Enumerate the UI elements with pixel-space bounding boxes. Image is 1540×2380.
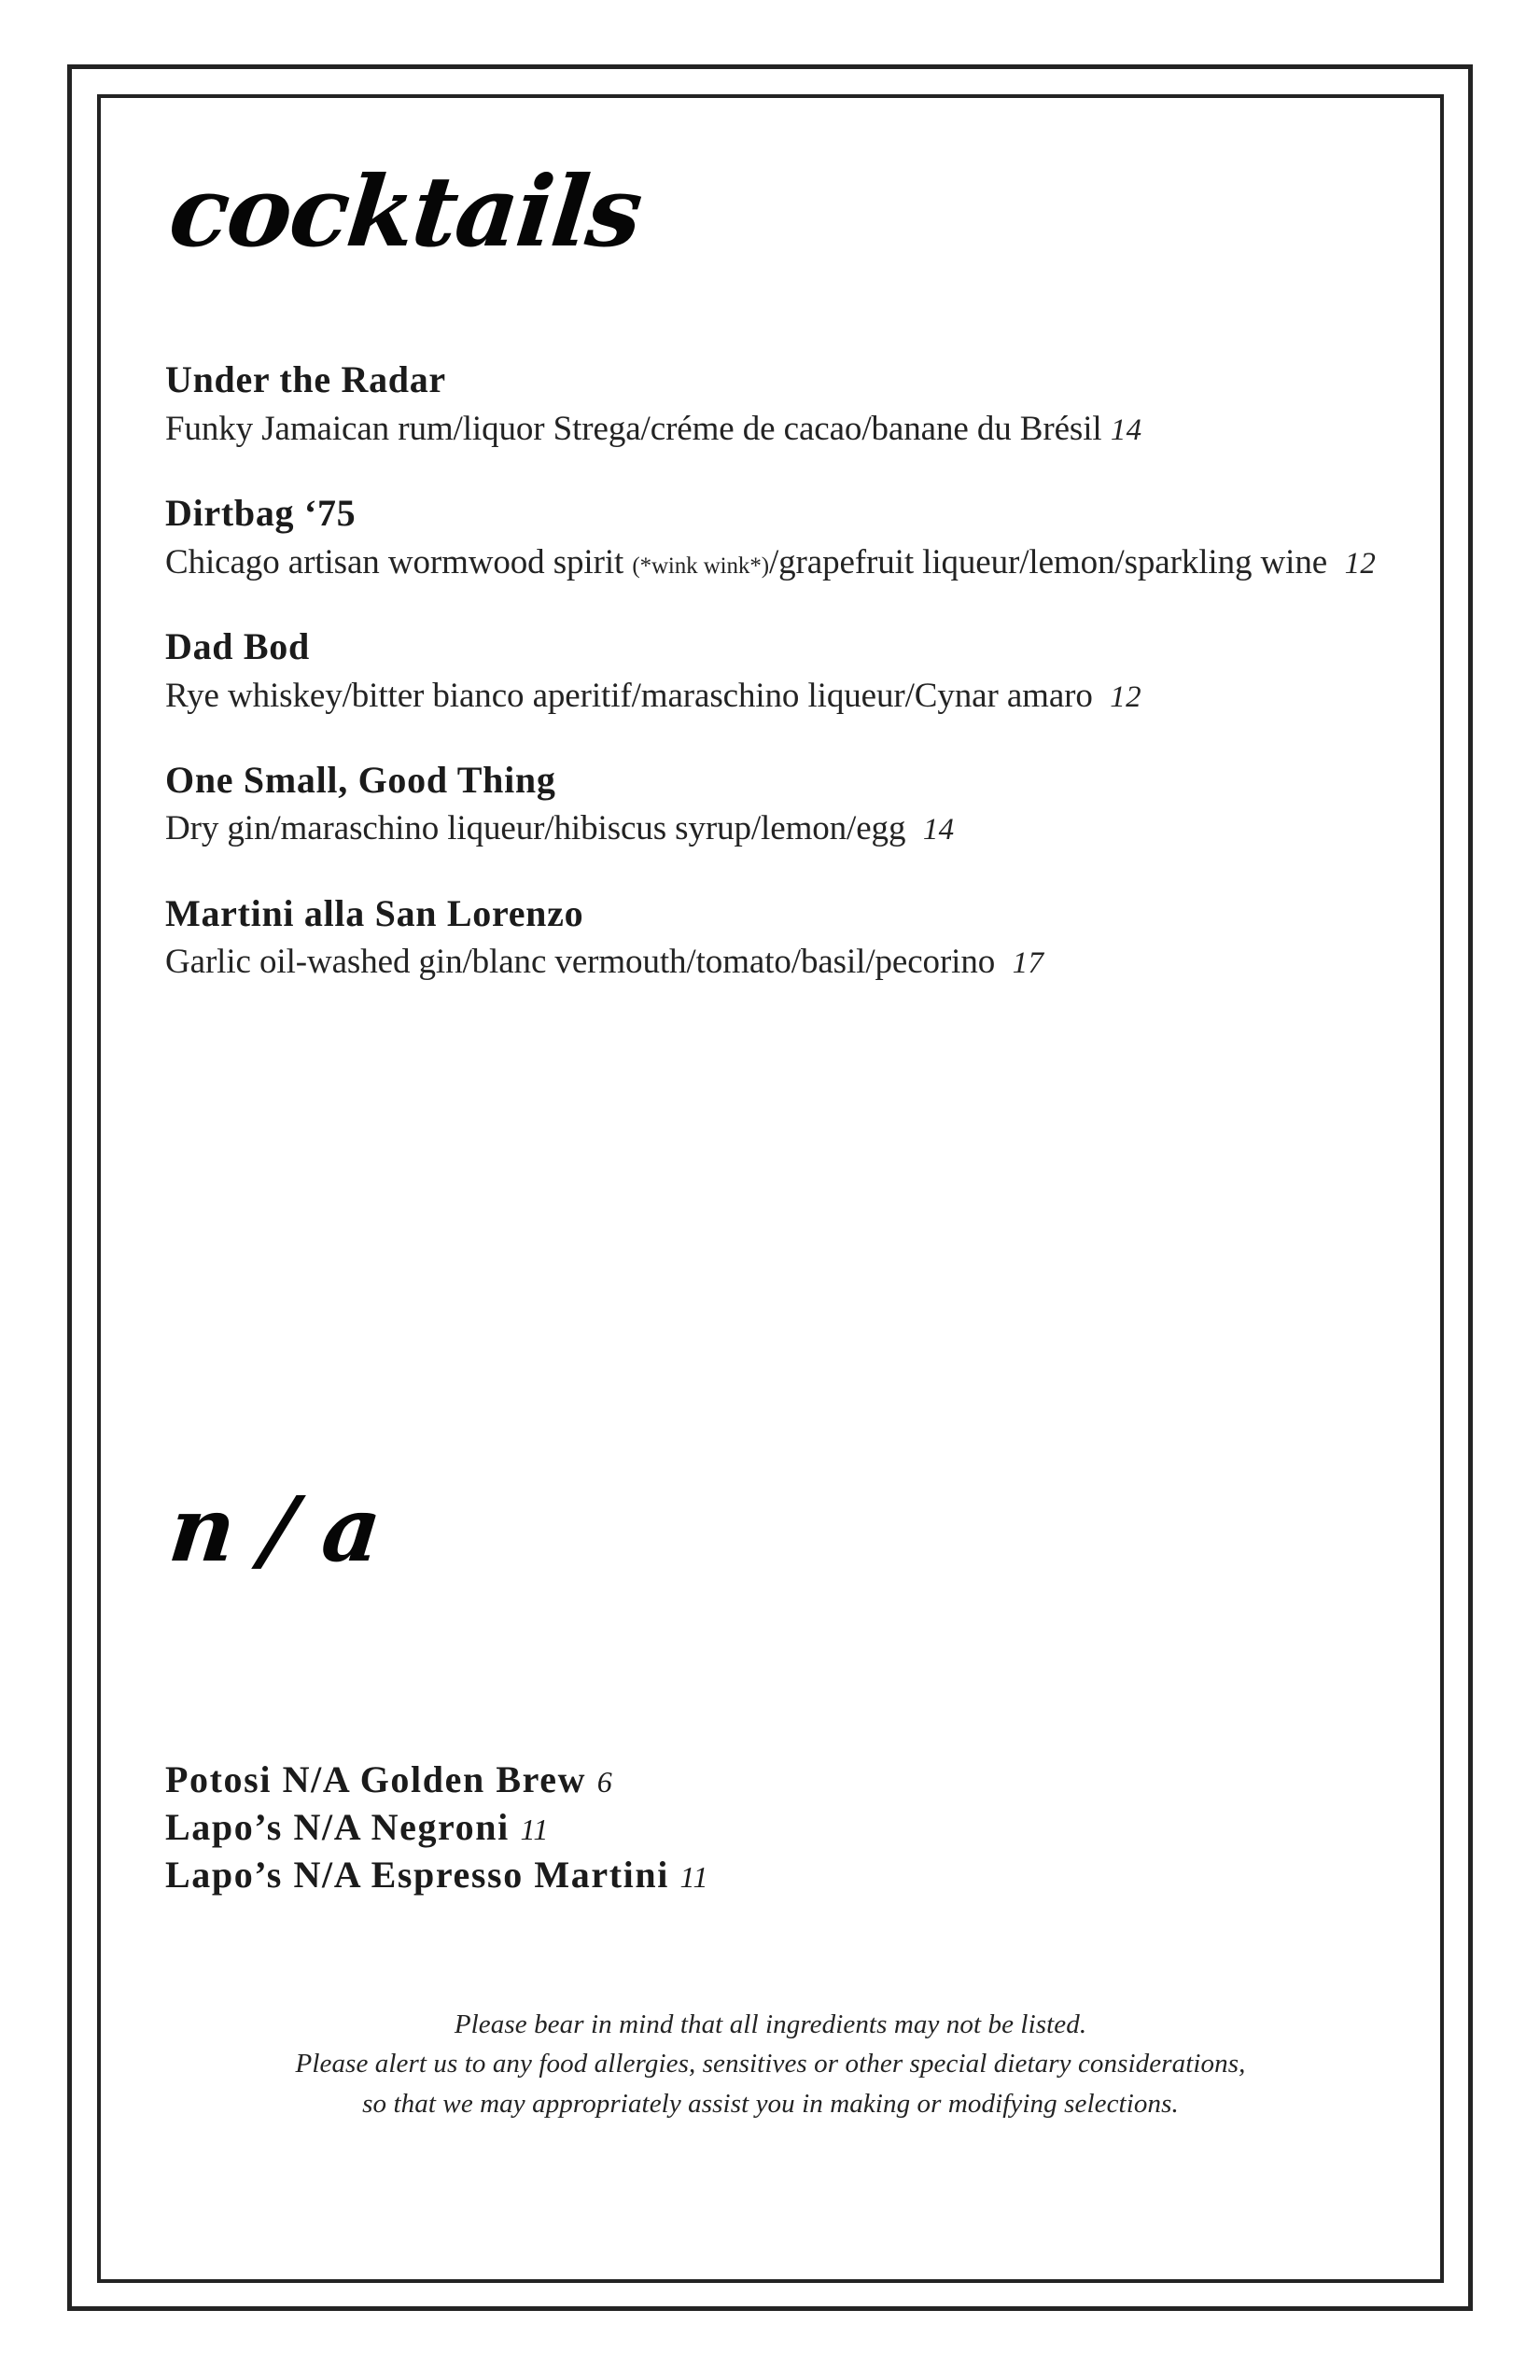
cocktail-description	[165, 407, 1379, 452]
cocktail-item	[165, 357, 1379, 452]
cocktail-item-list	[165, 357, 1379, 985]
na-item-price: 11	[520, 1813, 549, 1847]
cocktail-item	[165, 891, 1379, 986]
cocktail-price: 14	[1110, 413, 1142, 447]
cocktail-name: Dirtbag ‘75	[165, 491, 357, 534]
cocktail-name: Dad Bod	[165, 624, 310, 667]
disclaimer-line-2: Please alert us to any food allergies, sensitives or other special dietary considerations,	[295, 2049, 1246, 2079]
na-item-name: Lapo’s N/A Negroni	[165, 1806, 510, 1849]
disclaimer-line-1: Please bear in mind that all ingredients may not be listed.	[454, 2009, 1087, 2039]
na-item-price: 6	[596, 1765, 613, 1799]
na-item-list	[165, 1756, 1379, 1899]
cocktail-price: 14	[922, 813, 955, 847]
cocktail-description-text: Chicago artisan wormwood spirit	[165, 542, 633, 581]
cocktail-description	[165, 806, 1379, 851]
cocktail-description-aside: (*wink wink*)	[632, 553, 769, 579]
cocktail-price: 12	[1110, 679, 1141, 714]
cocktail-description-text: Garlic oil-washed gin/blanc vermouth/tomato/basil/pecorino	[165, 943, 996, 982]
na-item-name: Lapo’s N/A Espresso Martini	[165, 1854, 669, 1897]
na-item	[165, 1756, 1379, 1803]
cocktail-item	[165, 624, 1379, 719]
cocktail-item	[165, 758, 1379, 852]
na-item	[165, 1851, 1379, 1898]
menu-content	[97, 94, 1444, 2283]
allergy-disclaimer	[97, 2005, 1444, 2123]
cocktail-description-text: Funky Jamaican rum/liquor Strega/créme de cacao/banane du Brésil	[165, 409, 1102, 448]
cocktail-price: 17	[1012, 946, 1044, 981]
cocktail-name: Under the Radar	[165, 358, 446, 400]
cocktail-item	[165, 491, 1379, 585]
cocktail-name: One Small, Good Thing	[165, 758, 556, 801]
cocktail-description	[165, 540, 1379, 585]
cocktail-description-text: Dry gin/maraschino liqueur/hibiscus syrup/lemon/egg	[165, 809, 906, 848]
disclaimer-line-3: so that we may appropriately assist you in making or modifying selections.	[362, 2088, 1179, 2119]
cocktail-description	[165, 940, 1379, 985]
cocktail-price: 12	[1344, 546, 1377, 581]
cocktail-description-text: Rye whiskey/bitter bianco aperitif/maraschino liqueur/Cynar amaro	[165, 676, 1093, 715]
na-section-heading: n / a	[164, 1477, 385, 1582]
cocktail-name: Martini alla San Lorenzo	[165, 891, 584, 934]
cocktail-description	[165, 674, 1379, 719]
cocktail-description-text-cont: /grapefruit liqueur/lemon/sparkling wine	[768, 542, 1328, 581]
na-item	[165, 1803, 1379, 1851]
cocktails-section-heading: cocktails	[164, 154, 647, 269]
na-item-name: Potosi N/A Golden Brew	[165, 1758, 587, 1800]
na-item-price: 11	[679, 1860, 708, 1895]
